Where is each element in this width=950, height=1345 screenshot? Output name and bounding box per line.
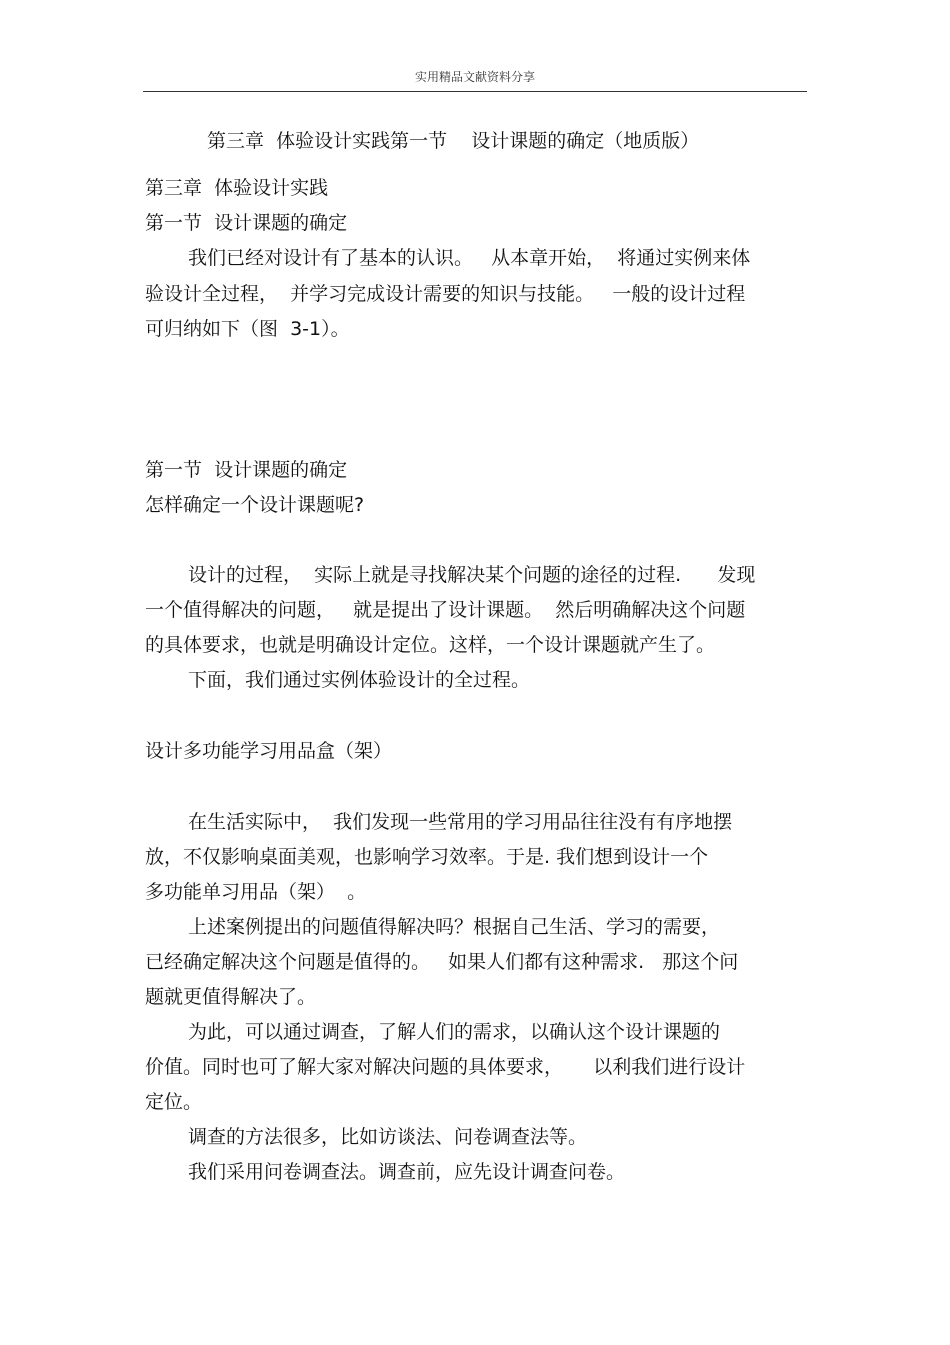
- paragraph-line: 设计的过程， 实际上就是寻找解决某个问题的途径的过程. 发现: [188, 564, 756, 586]
- paragraph-line: 我们采用问卷调查法。调查前，应先设计调查问卷。: [188, 1161, 626, 1183]
- paragraph-line: 为此，可以通过调查，了解人们的需求，以确认这个设计课题的: [188, 1021, 721, 1043]
- paragraph-line: 上述案例提出的问题值得解决吗？根据自己生活、学习的需要，: [188, 916, 721, 938]
- paragraph-line: 我们已经对设计有了基本的认识。 从本章开始， 将通过实例来体: [188, 247, 751, 269]
- paragraph-line: 放，不仅影响桌面美观，也影响学习效率。于是. 我们想到设计一个: [145, 846, 709, 868]
- paragraph-line: 已经确定解决这个问题是值得的。 如果人们都有这种需求. 那这个问: [145, 951, 739, 973]
- header-divider: [143, 91, 807, 92]
- section-heading: 第一节 设计课题的确定: [145, 212, 348, 234]
- document-title: 第三章 体验设计实践第一节 设计课题的确定（地质版）: [207, 130, 700, 152]
- paragraph-line: 的具体要求，也就是明确设计定位。这样，一个设计课题就产生了。: [145, 634, 716, 656]
- paragraph-line: 多功能单习用品（架） 。: [145, 881, 367, 903]
- page-header: 实用精品文献资料分享: [414, 70, 535, 84]
- chapter-heading: 第三章 体验设计实践: [145, 177, 329, 199]
- paragraph-line: 下面，我们通过实例体验设计的全过程。: [188, 669, 531, 691]
- paragraph-line: 定位。: [145, 1091, 203, 1113]
- example-heading: 设计多功能学习用品盒（架）: [145, 740, 393, 762]
- paragraph-line: 在生活实际中， 我们发现一些常用的学习用品往往没有有序地摆: [188, 811, 733, 833]
- paragraph-line: 可归纳如下（图 3-1）。: [145, 318, 350, 340]
- paragraph-line: 一个值得解决的问题， 就是提出了设计课题。 然后明确解决这个问题: [145, 599, 746, 621]
- question-line: 怎样确定一个设计课题呢?: [145, 494, 365, 516]
- section-heading: 第一节 设计课题的确定: [145, 459, 348, 481]
- paragraph-line: 价值。同时也可了解大家对解决问题的具体要求， 以利我们进行设计: [145, 1056, 746, 1078]
- paragraph-line: 题就更值得解决了。: [145, 986, 317, 1008]
- paragraph-line: 验设计全过程， 并学习完成设计需要的知识与技能。 一般的设计过程: [145, 283, 746, 305]
- paragraph-line: 调查的方法很多，比如访谈法、问卷调查法等。: [188, 1126, 588, 1148]
